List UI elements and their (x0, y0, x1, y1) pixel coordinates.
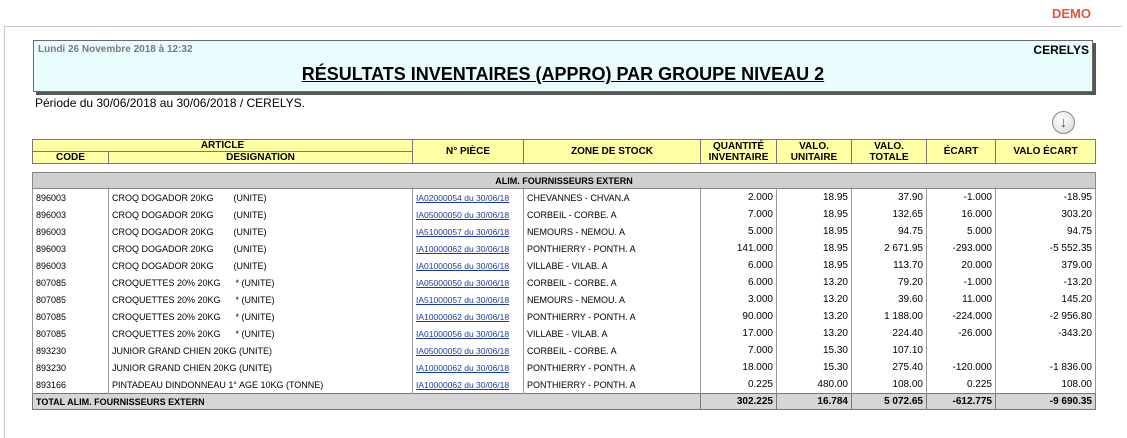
inventory-table (32, 139, 1096, 410)
cell-valo-unitaire: 13.20 (777, 308, 852, 325)
demo-label: DEMO (1052, 6, 1091, 21)
cell-valo-ecart: -1 836.00 (996, 359, 1096, 376)
cell-designation: CROQUETTES 20% 20KG * (UNITE) (109, 325, 413, 342)
cell-valo-ecart: 145.20 (996, 291, 1096, 308)
cell-code: 807085 (33, 274, 109, 291)
cell-ecart: -1.000 (927, 274, 996, 291)
piece-link[interactable]: IA01000056 du 30/06/18 (416, 328, 510, 339)
col-header-ecart: ÉCART (927, 140, 996, 164)
cell-code: 893166 (33, 376, 109, 394)
cell-code: 893230 (33, 359, 109, 376)
cell-code: 893230 (33, 342, 109, 359)
cell-valo-totale: 224.40 (852, 325, 927, 342)
piece-link[interactable]: IA10000062 du 30/06/18 (416, 243, 510, 254)
col-header-code: CODE (33, 152, 109, 164)
cell-ecart: -120.000 (927, 359, 996, 376)
cell-piece (413, 257, 524, 274)
cell-code: 896003 (33, 223, 109, 240)
cell-ecart: -26.000 (927, 325, 996, 342)
cell-valo-totale: 2 671.95 (852, 240, 927, 257)
cell-zone: PONTHIERRY - PONTH. A (524, 359, 701, 376)
table-row (33, 325, 1096, 342)
cell-valo-ecart (996, 342, 1096, 359)
col-header-piece: N° PIÈCE (413, 140, 524, 164)
table-row (33, 206, 1096, 223)
total-ecart: -612.775 (927, 394, 996, 410)
arrow-down-circle-icon: ↓ (1059, 114, 1068, 131)
cell-zone: PONTHIERRY - PONTH. A (524, 308, 701, 325)
cell-valo-totale: 108.00 (852, 376, 927, 394)
cell-piece (413, 291, 524, 308)
table-row (33, 257, 1096, 274)
cell-valo-ecart: 108.00 (996, 376, 1096, 394)
cell-valo-unitaire: 13.20 (777, 274, 852, 291)
cell-designation: CROQ DOGADOR 20KG (UNITE) (109, 257, 413, 274)
cell-valo-ecart: -343.20 (996, 325, 1096, 342)
cell-quantity: 5.000 (701, 223, 777, 240)
cell-designation: CROQUETTES 20% 20KG * (UNITE) (109, 308, 413, 325)
piece-link[interactable]: IA05000050 du 30/06/18 (416, 277, 510, 288)
cell-zone: CORBEIL - CORBE. A (524, 342, 701, 359)
cell-code: 807085 (33, 291, 109, 308)
cell-zone: NEMOURS - NEMOU. A (524, 223, 701, 240)
cell-valo-ecart: 379.00 (996, 257, 1096, 274)
cell-valo-totale: 107.10 (852, 342, 927, 359)
table-row (33, 189, 1096, 207)
cell-code: 807085 (33, 325, 109, 342)
cell-quantity: 3.000 (701, 291, 777, 308)
cell-valo-unitaire: 15.30 (777, 342, 852, 359)
cell-code: 896003 (33, 240, 109, 257)
cell-designation: CROQ DOGADOR 20KG (UNITE) (109, 189, 413, 207)
cell-ecart: -293.000 (927, 240, 996, 257)
cell-code: 896003 (33, 189, 109, 207)
company-name: CERELYS (1033, 43, 1089, 57)
cell-code: 896003 (33, 206, 109, 223)
cell-valo-ecart: 94.75 (996, 223, 1096, 240)
cell-ecart: 16.000 (927, 206, 996, 223)
cell-ecart: 0.225 (927, 376, 996, 394)
piece-link[interactable]: IA10000062 du 30/06/18 (416, 379, 510, 390)
col-header-valo-totale: VALO. TOTALE (852, 140, 927, 164)
cell-designation: JUNIOR GRAND CHIEN 20KG (UNITE) (109, 359, 413, 376)
table-row (33, 240, 1096, 257)
cell-piece (413, 342, 524, 359)
cell-valo-unitaire: 18.95 (777, 206, 852, 223)
cell-ecart: 20.000 (927, 257, 996, 274)
cell-valo-unitaire: 480.00 (777, 376, 852, 394)
total-label: TOTAL ALIM. FOURNISSEURS EXTERN (33, 394, 701, 410)
cell-quantity: 17.000 (701, 325, 777, 342)
total-valo-ecart: -9 690.35 (996, 394, 1096, 410)
cell-piece (413, 308, 524, 325)
table-row (33, 342, 1096, 359)
piece-link[interactable]: IA01000056 du 30/06/18 (416, 260, 510, 271)
total-quantity: 302.225 (701, 394, 777, 410)
cell-valo-unitaire: 18.95 (777, 189, 852, 207)
cell-zone: NEMOURS - NEMOU. A (524, 291, 701, 308)
cell-ecart: 5.000 (927, 223, 996, 240)
cell-quantity: 6.000 (701, 257, 777, 274)
cell-valo-unitaire: 18.95 (777, 257, 852, 274)
cell-valo-unitaire: 15.30 (777, 359, 852, 376)
table-row (33, 274, 1096, 291)
cell-valo-unitaire: 13.20 (777, 291, 852, 308)
piece-link[interactable]: IA51000057 du 30/06/18 (416, 226, 510, 237)
col-header-quantity: QUANTITÉ INVENTAIRE (701, 140, 777, 164)
cell-zone: PONTHIERRY - PONTH. A (524, 240, 701, 257)
cell-piece (413, 223, 524, 240)
cell-valo-totale: 79.20 (852, 274, 927, 291)
cell-zone: VILLABE - VILAB. A (524, 257, 701, 274)
table-row (33, 308, 1096, 325)
cell-designation: CROQ DOGADOR 20KG (UNITE) (109, 240, 413, 257)
cell-quantity: 6.000 (701, 274, 777, 291)
cell-zone: CORBEIL - CORBE. A (524, 274, 701, 291)
period-label: Période du 30/06/2018 au 30/06/2018 / CERELYS. (35, 96, 305, 110)
cell-quantity: 2.000 (701, 189, 777, 207)
cell-valo-totale: 132.65 (852, 206, 927, 223)
cell-valo-totale: 37.90 (852, 189, 927, 207)
cell-piece (413, 359, 524, 376)
cell-valo-totale: 94.75 (852, 223, 927, 240)
cell-valo-totale: 39.60 (852, 291, 927, 308)
cell-valo-unitaire: 18.95 (777, 240, 852, 257)
report-date: Lundi 26 Novembre 2018 à 12:32 (38, 44, 193, 55)
cell-valo-ecart: 303.20 (996, 206, 1096, 223)
cell-ecart (927, 342, 996, 359)
cell-piece (413, 206, 524, 223)
cell-valo-totale: 113.70 (852, 257, 927, 274)
cell-valo-ecart: -5 552.35 (996, 240, 1096, 257)
cell-quantity: 141.000 (701, 240, 777, 257)
col-header-valo-unitaire: VALO. UNITAIRE (777, 140, 852, 164)
cell-valo-totale: 275.40 (852, 359, 927, 376)
cell-designation: CROQ DOGADOR 20KG (UNITE) (109, 223, 413, 240)
piece-link[interactable]: IA51000057 du 30/06/18 (416, 294, 510, 305)
cell-quantity: 7.000 (701, 206, 777, 223)
cell-piece (413, 274, 524, 291)
cell-zone: CORBEIL - CORBE. A (524, 206, 701, 223)
cell-zone: CHEVANNES - CHVAN.A (524, 189, 701, 207)
report-header (33, 40, 1093, 92)
cell-valo-totale: 1 188.00 (852, 308, 927, 325)
total-row (33, 394, 1096, 410)
cell-quantity: 90.000 (701, 308, 777, 325)
download-button[interactable] (1052, 111, 1075, 134)
cell-valo-ecart: -2 956.80 (996, 308, 1096, 325)
cell-quantity: 0.225 (701, 376, 777, 394)
cell-valo-ecart: -18.95 (996, 189, 1096, 207)
cell-designation: CROQ DOGADOR 20KG (UNITE) (109, 206, 413, 223)
col-header-article: ARTICLE (33, 140, 413, 152)
table-row (33, 223, 1096, 240)
col-header-valo-ecart: VALO ÉCART (996, 140, 1096, 164)
cell-ecart: -224.000 (927, 308, 996, 325)
cell-designation: CROQUETTES 20% 20KG * (UNITE) (109, 274, 413, 291)
cell-valo-ecart: -13.20 (996, 274, 1096, 291)
table-row (33, 291, 1096, 308)
piece-link[interactable]: IA10000062 du 30/06/18 (416, 311, 510, 322)
cell-valo-unitaire: 13.20 (777, 325, 852, 342)
cell-ecart: -1.000 (927, 189, 996, 207)
col-header-designation: DÉSIGNATION (109, 152, 413, 164)
cell-designation: PINTADEAU DINDONNEAU 1° AGE 10KG (TONNE) (109, 376, 413, 394)
cell-zone: VILLABE - VILAB. A (524, 325, 701, 342)
piece-link[interactable]: IA10000062 du 30/06/18 (416, 362, 510, 373)
cell-quantity: 18.000 (701, 359, 777, 376)
group-header: ALIM. FOURNISSEURS EXTERN (33, 173, 1096, 189)
cell-designation: CROQUETTES 20% 20KG * (UNITE) (109, 291, 413, 308)
cell-piece (413, 325, 524, 342)
piece-link[interactable]: IA05000050 du 30/06/18 (416, 209, 510, 220)
col-header-zone: ZONE DE STOCK (524, 140, 701, 164)
cell-piece (413, 376, 524, 394)
report-title: RÉSULTATS INVENTAIRES (APPRO) PAR GROUPE NIVEAU 2 (301, 64, 825, 84)
cell-valo-unitaire: 18.95 (777, 223, 852, 240)
total-valo-unitaire: 16.784 (777, 394, 852, 410)
table-row (33, 376, 1096, 394)
table-row (33, 359, 1096, 376)
cell-code: 807085 (33, 308, 109, 325)
cell-zone: PONTHIERRY - PONTH. A (524, 376, 701, 394)
total-valo-totale: 5 072.65 (852, 394, 927, 410)
piece-link[interactable]: IA05000050 du 30/06/18 (416, 345, 510, 356)
cell-piece (413, 240, 524, 257)
cell-quantity: 7.000 (701, 342, 777, 359)
cell-ecart: 11.000 (927, 291, 996, 308)
cell-piece (413, 189, 524, 207)
cell-code: 896003 (33, 257, 109, 274)
cell-designation: JUNIOR GRAND CHIEN 20KG (UNITE) (109, 342, 413, 359)
piece-link[interactable]: IA02000054 du 30/06/18 (416, 192, 510, 203)
